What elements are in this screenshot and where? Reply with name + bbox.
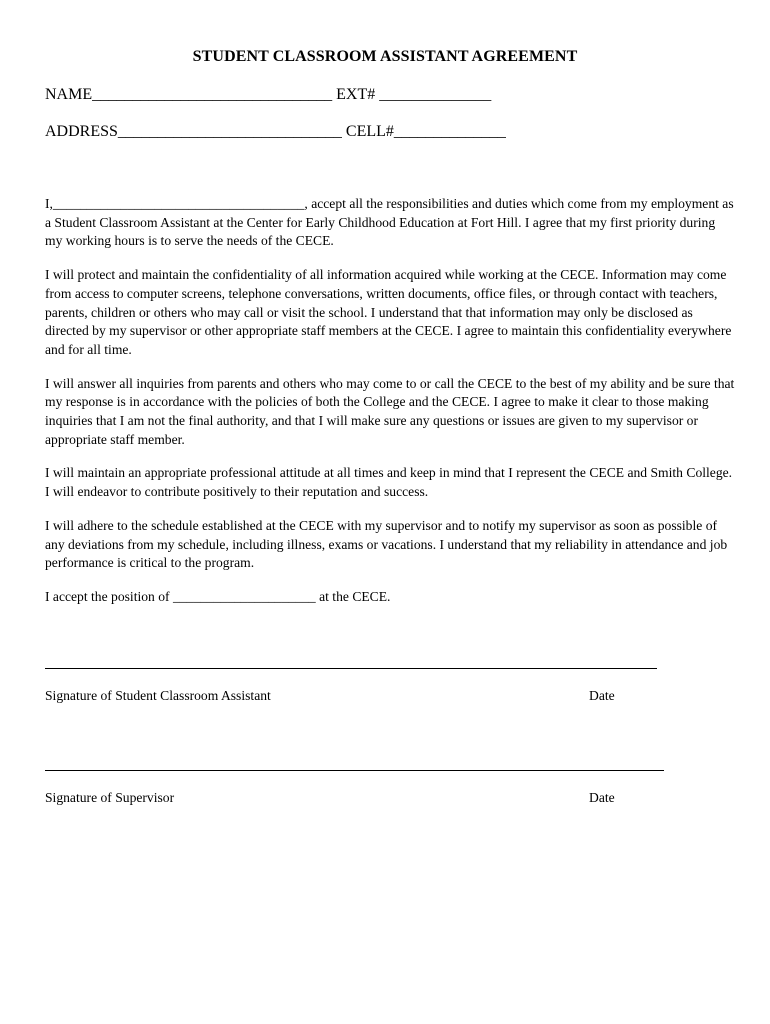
student-signature-label: Signature of Student Classroom Assistant [45, 688, 271, 703]
supervisor-signature-label: Signature of Supervisor [45, 790, 175, 805]
paragraph-responsibilities: I,_____________________________________, accept all the responsibilities and duties which come from my employment as a Student Classroom Assistant at the Center for Early Childhood Education at Fort Hill. I agree that my first priority during my working hours is to serve the needs of the CECE. [45, 196, 734, 249]
document-title: STUDENT CLASSROOM ASSISTANT AGREEMENT [192, 48, 578, 65]
paragraph-professional-attitude: I will maintain an appropriate professional attitude at all times and keep in mind that I represent the CECE and Smith College. I will endeavor to contribute positively to their reputation and success. [45, 465, 733, 500]
agreement-body [45, 195, 735, 622]
supervisor-signature-line[interactable] [45, 770, 664, 771]
paragraph-confidentiality: I will protect and maintain the confidentiality of all information acquired while working at the CECE. Information may come from access to computer screens, telephone conversations, written documents, office files, or through contact with teachers, parents, children or others who may call or visit the school. I understand that that information may only be disclosed as directed by my supervisor or other appropriate staff members at the CECE. I agree to maintain this confidentiality everywhere and for all time. [45, 267, 732, 357]
address-cell-field-line[interactable]: ADDRESS____________________________ CELL#______________ [45, 123, 506, 140]
paragraph-accept-position[interactable]: I accept the position of _____________________ at the CECE. [45, 588, 391, 604]
student-date-label: Date [589, 688, 615, 703]
paragraph-schedule: I will adhere to the schedule established at the CECE with my supervisor and to notify my supervisor as soon as possible of any deviations from my schedule, including illness, exams or vacations. I understand that my reliability in attendance and job performance is critical to the program. [45, 517, 728, 571]
paragraph-inquiries: I will answer all inquiries from parents and others who may come to or call the CECE to the best of my ability and be sure that my response is in accordance with the policies of both the College and the CECE. I agree to make it clear to those making inquiries that I am not the final authority, and that I will make sure any questions or issues are given to my supervisor or appropriate staff member. [45, 375, 735, 447]
supervisor-date-label: Date [589, 790, 615, 805]
student-signature-line[interactable] [45, 668, 657, 669]
name-ext-field-line[interactable]: NAME______________________________ EXT# ______________ [45, 86, 492, 103]
